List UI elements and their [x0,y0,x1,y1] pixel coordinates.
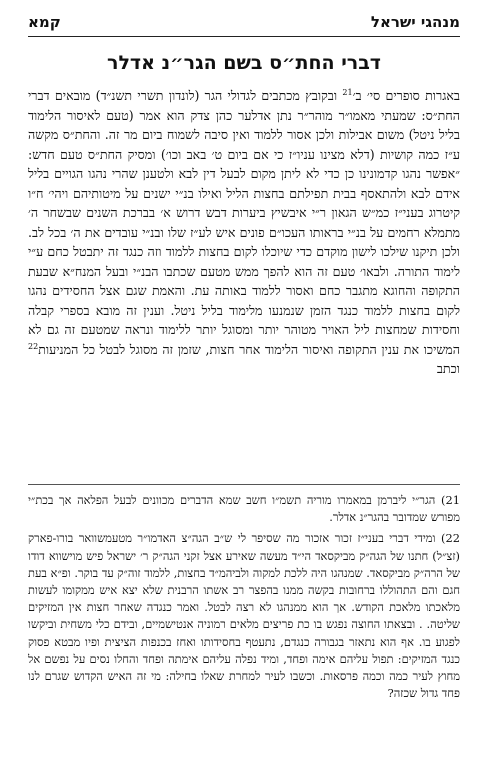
main-text-part: ובקובץ מכתבים לגדולי הגר (לונדון תשרי תשנ״ד) מובאים דברי החת״ס: שמעתי מאמו״ר מוהר״ר נתן אדלער כהן צדק הוא אמר (טעם לאיסור הלימוד בליל ניטל) משום אבילות ולכן אסור ללמוד ואין סיבה לשמוח ביום מר זה. והחת״ס מקשה ע״ז כמה קושיות (דלא מצינו עניו״ז כי אם ביום ט׳ באב וכו׳) ומסיק החת״ס טעם חדש: ״אפשר נהגו קדמונינו כן כדי לא ליתן מקום לבעל דין לבא ולטענן שהרי נהגו הגויים בליל אידם לבא ולהתאסף בבית תפילתם בחצות הליל ואילו בנ״י ישנים על מיטותיהם ויהי׳ ח״ו קיטרוג בעני״ז כמ״ש הגאון ר״י איבשיץ ביערות דבש דרוש א׳ בברכת השנים שבשחר ה׳ מתמלא רחמים על בנ״י בראותו העכו״ם פונים איש לע״ז שלו ובנ״י עובדים את ה׳ בכל לב. ולכן תיקנו שילכו לישון מוקדם כדי שיוכלו לקום בחצות ללמוד וזה כנגד זה יתבטל כחם ע״י לימוד התורה. ולבאו׳ טעם זה הוא להפך ממש מטעם שכתבו הבנ״י ובעל המנח״א שבעת התקופה והחוגא מתגבר כחם ואסור ללמוד באותה עת. והאמת שגם אצל החסידים נהגו לקום בחצות ללמוד כנגד הזמן שנמנעו מלימוד בליל ניטל. וענין זה מובא בספרי קבלה וחסידות שמחצות ליל האויר מטוהר יותר ומסוגל יותר ללימוד ונראה שמטעם זה גם לא המשיכו את ענין התקופה ואיסור הלימוד אחר חצות, שזמן זה מסוגל לבטל כל המניעות [28,88,460,357]
footnote-number: 22) [441,531,460,546]
footnote [28,492,460,526]
page-header [28,8,460,37]
footnotes [28,492,460,774]
footnote [28,530,460,702]
footnote-text: ומידי דברי בעני״ז זכור אזכור מה שסיפר לי ש״ב הגה״צ האדמו״ר מטעמשוואר בורו-פארק (זצ״ל) חתנו של הגה״ק מביקסאד הי״ד מעשה שאירע אצל זקני הגה״ק ר׳ ישראל פיש מוישווא דודו של הרה״ק מביקסאד. שמנהגו היה ללכת למקוה ולביהמ״ד בחצות, ללמוד זוה״ק עד בוקר. ופ״א בעת חגם והם התהוללו ברחובות בקשה ממנו בהפצר רב אשתו הרבנית שלא יצא איש ממקומו לעשות מלאכתו מלאכת הקודש. אך הוא ממנהגו לא רצה לבטל. ואמר כנגדה שאחר חצות אין המזיקים שליטה. . ובצאתו החוצה נפגש בו כת פריצים מלאים רמוניה אנטישמיים, ובידם כלי משחית וביקשו לפגוע בו. אף הוא נתאזר בגבורה כנגדם, נתעטף בחסידותו ואחז בכנפות הציצית ופיו מבטא פסוק כנגד המזיקים: תפול עליהם אימה ופחד, ומיד נפלה עליהם אימתה ופחד והחלו נסים על נפשם אל מחוץ לעיר כמה וכמה פרסאות. וכשבו לעיר למחרת שאלו בחילה: מי זה האיש הקדוש שגרם לנו פחד גדול שכזה? [28,531,460,701]
page-number: קמא [28,13,61,31]
footnote-text: הגר״י ליברמן במאמרו מוריה תשמ״ו חשב שמא הדברים מכוונים לבעל הפלאה אך בכת״י מפורש שמדובר בהגר״נ אדלר. [28,493,460,525]
footnote-ref[interactable]: 21 [342,87,353,97]
footnote-ref[interactable]: 22 [28,341,39,351]
section-title: דברי החת״ס בשם הגר״נ אדלר [107,52,381,74]
footnote-divider [28,484,460,485]
main-text [28,86,460,424]
main-text-part: וכתב [436,361,460,376]
footnote-number: 21) [441,493,460,507]
main-text-part: באגרות סופרים סי׳ ב׳ [352,88,460,103]
running-title: מנהגי ישראל [370,13,460,31]
